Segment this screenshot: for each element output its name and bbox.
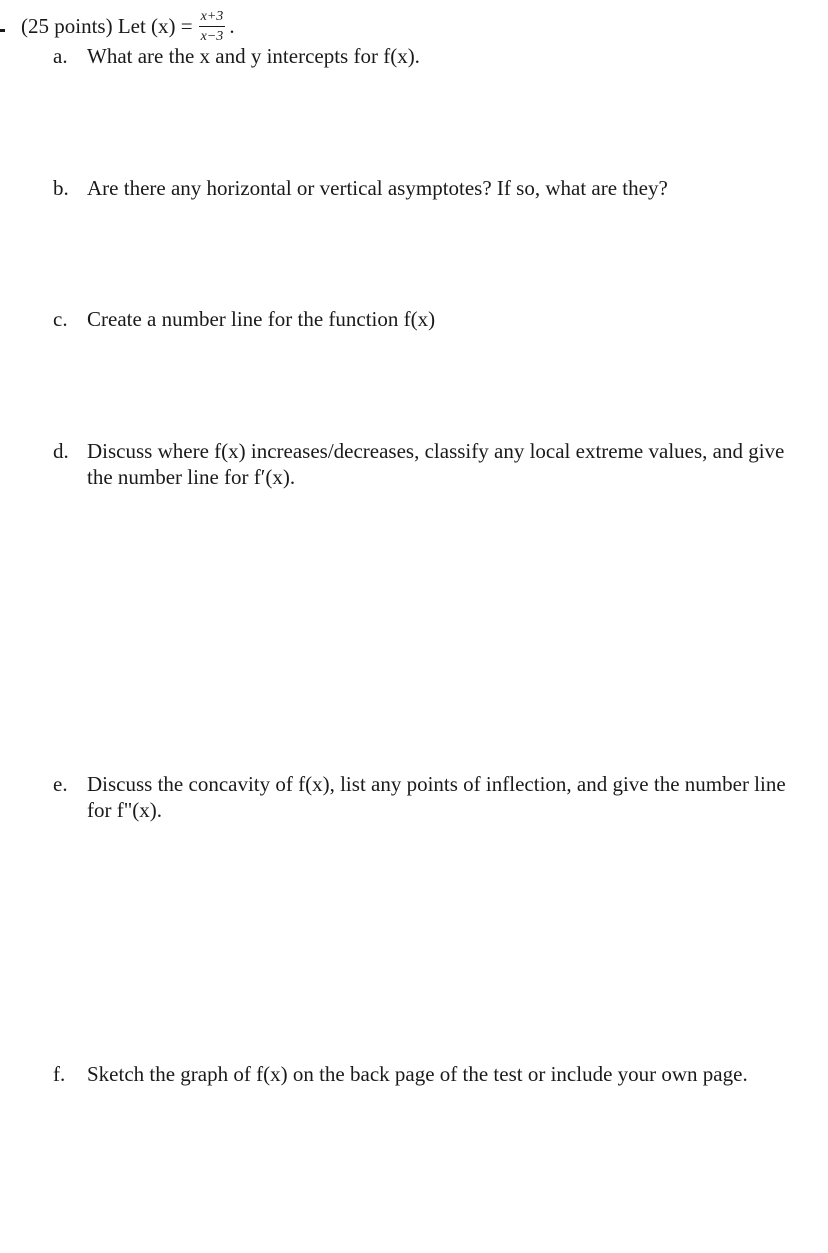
part-text: Discuss the concavity of f(x), list any points of inflection, and give the number line for f"(x). [87,772,786,822]
part-text: Are there any horizontal or vertical asymptotes? If so, what are they? [87,176,668,200]
part-d [53,438,813,490]
question-stem [0,6,235,46]
part-letter: d. [53,439,69,463]
part-text: Create a number line for the function f(x) [87,307,436,331]
fraction-numerator: x+3 [199,9,226,27]
question-end: . [229,13,235,38]
part-c [53,306,813,332]
part-letter: b. [53,176,69,200]
part-letter: a. [53,44,68,68]
part-letter: e. [53,772,68,796]
part-letter: f. [53,1062,66,1086]
part-b [53,175,813,201]
part-letter: c. [53,307,68,331]
question-lead: Let (x) = [117,13,193,38]
part-text: What are the x and y intercepts for f(x). [87,44,420,68]
fraction-denominator: x−3 [200,28,224,44]
part-a [53,43,813,69]
part-f [53,1061,813,1087]
bullet-mark [0,29,5,32]
part-text: Sketch the graph of f(x) on the back page of the test or include your own page. [87,1062,748,1086]
function-fraction [199,9,226,44]
part-text: Discuss where f(x) increases/decreases, classify any local extreme values, and give the number line for f′(x). [87,439,785,489]
question-points: (25 points) [21,13,113,38]
part-e [53,771,813,823]
